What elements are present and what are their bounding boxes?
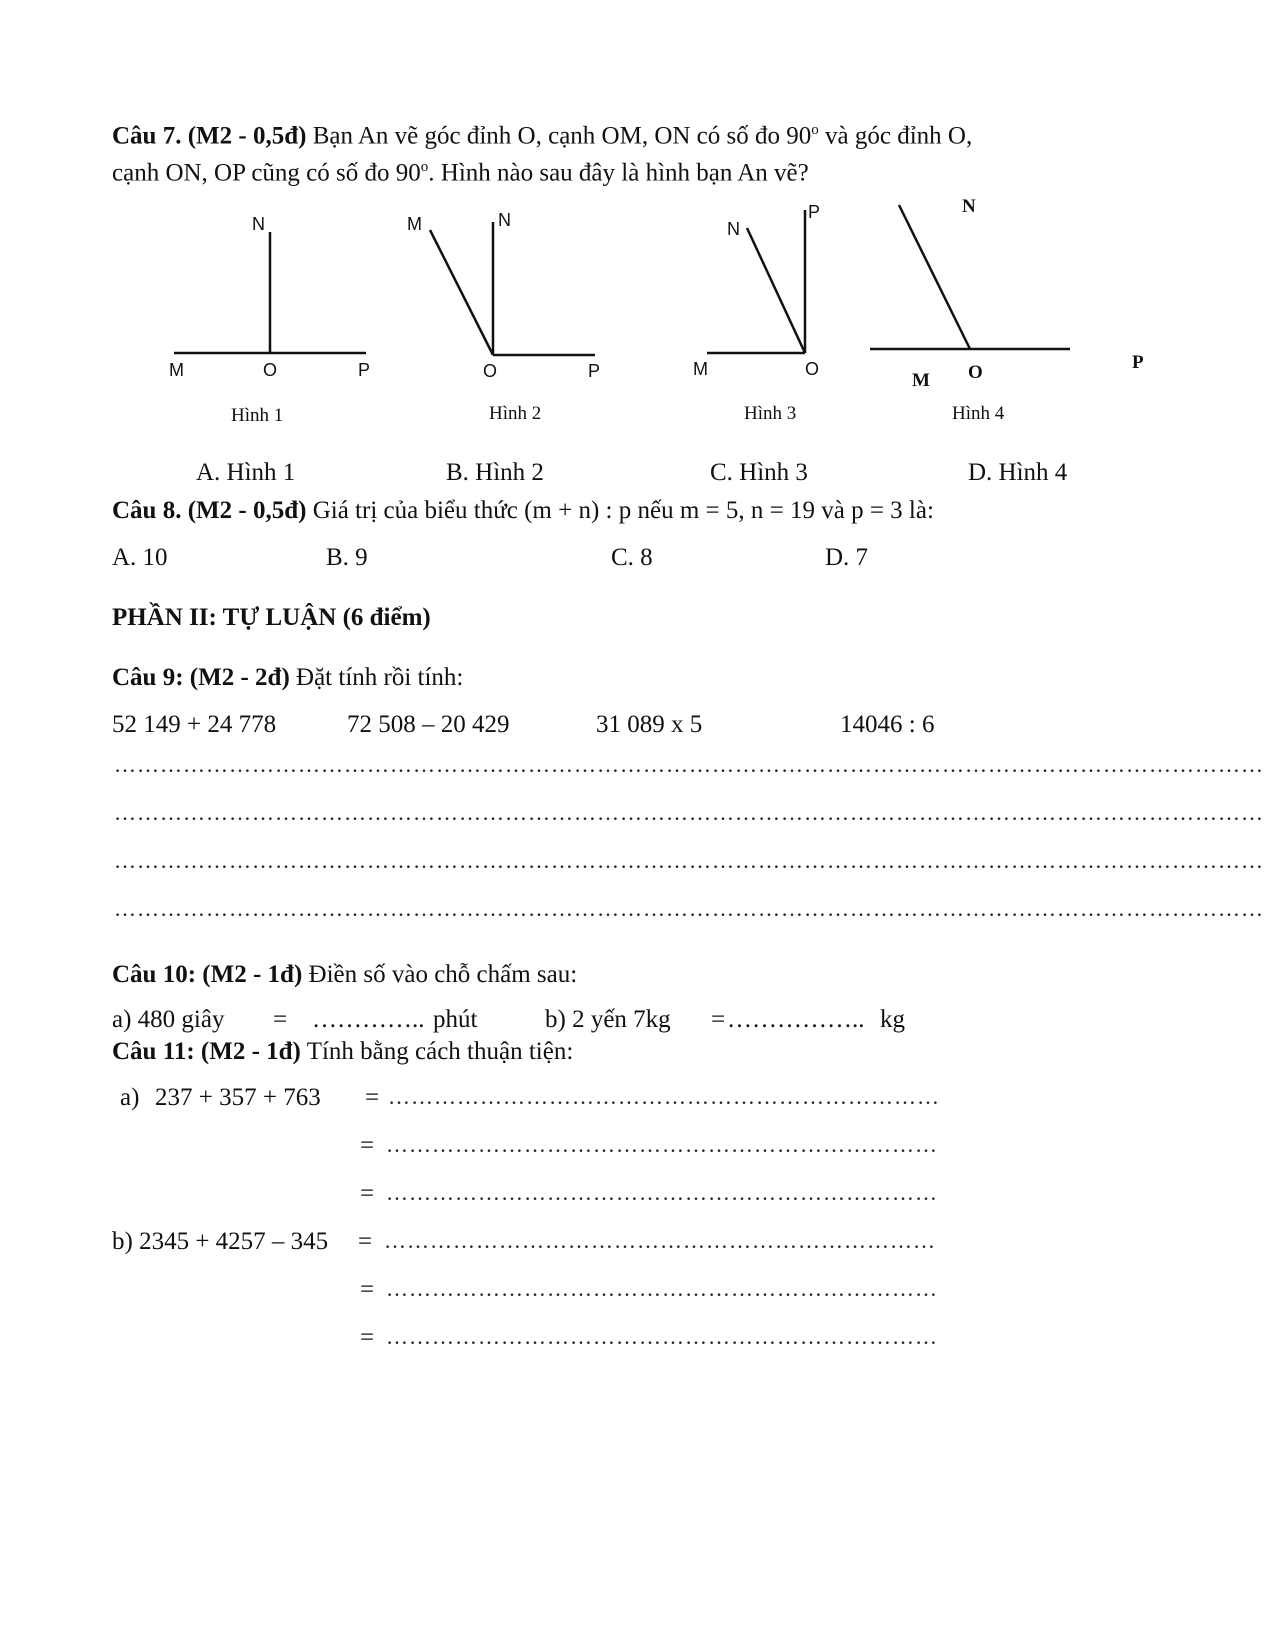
q10-a-eq: = [273,1006,288,1033]
q9-answer-line-2[interactable]: …………………………………………………………………………………………………………………………………… [114,800,1264,825]
fig4-ray-on [899,205,970,349]
q9-answer-line-1[interactable]: …………………………………………………………………………………………………………………………………… [114,752,1264,777]
q9-expr-2: 72 508 – 20 429 [347,711,510,738]
q8-label: Câu 8. [112,497,182,524]
fig3-label-m: M [693,359,708,379]
fig3-label-n: N [727,219,740,239]
q9-meta: (M2 - 2đ) [189,664,290,691]
q11-b-expr: b) 2345 + 4257 – 345 [112,1228,329,1255]
q11-a-line-2[interactable]: ……………………………………………………………… [386,1132,938,1157]
q7-deg-2: o [420,159,429,175]
q9-expr-1: 52 149 + 24 778 [112,711,277,738]
q10-a-blank[interactable]: ………….. [312,1006,425,1033]
q8-meta: (M2 - 0,5đ) [187,497,307,524]
q9-text: Đặt tính rồi tính: [296,664,464,691]
q7-option-a[interactable]: A. Hình 1 [196,459,296,486]
fig4-label-o: O [968,362,983,383]
fig3-ray-on [747,228,805,353]
fig4-label-n: N [962,196,976,217]
q11-a-prefix: a) [120,1084,140,1111]
q7-line1-text: Bạn An vẽ góc đỉnh O, cạnh OM, ON có số đo 90 [312,122,812,150]
q10-meta: (M2 - 1đ) [202,961,303,988]
q11-a-eq-1: = [365,1084,380,1111]
q10-question [112,958,577,992]
q8-option-d[interactable]: D. 7 [825,544,869,571]
q8-option-b[interactable]: B. 9 [326,544,368,571]
fig4-caption: Hình 4 [952,403,1005,424]
fig2-ray-om [430,230,493,355]
q10-text: Điền số vào chỗ chấm sau: [308,961,578,988]
fig3-caption: Hình 3 [744,403,797,424]
q11-b-eq-3: = [360,1324,375,1351]
q10-b-left: b) 2 yến 7kg [545,1006,671,1033]
q11-label: Câu 11: [112,1038,195,1065]
part2-heading: PHẦN II: TỰ LUẬN (6 điểm) [112,604,431,631]
q7-line1-end: và góc đỉnh O, [825,122,973,150]
fig1-label-m: M [169,360,184,380]
q11-a-line-1[interactable]: ……………………………………………………………… [388,1084,940,1109]
fig4-label-m: M [912,370,930,391]
q7-meta: (M2 - 0,5đ) [187,122,307,150]
q11-b-line-2[interactable]: ……………………………………………………………… [386,1276,938,1301]
fig3-label-o: O [805,359,820,379]
q8-option-c[interactable]: C. 8 [611,544,653,571]
q11-b-line-1[interactable]: ……………………………………………………………… [384,1228,936,1253]
q10-b-unit: kg [880,1006,905,1033]
fig2-caption: Hình 2 [489,403,542,424]
q11-a-eq-3: = [360,1180,375,1207]
q10-label: Câu 10: [112,961,197,988]
fig2-label-p: P [588,361,601,381]
fig2-label-m: M [407,214,422,234]
q11-question [112,1035,573,1069]
q11-b-eq-1: = [358,1228,373,1255]
q7-line2-start: cạnh ON, OP cũng có số đo 90 [112,159,421,187]
q9-answer-line-3[interactable]: …………………………………………………………………………………………………………………………………… [114,848,1264,873]
q10-b-blank[interactable]: …………….. [727,1006,865,1033]
q11-a-expr: 237 + 357 + 763 [155,1084,321,1111]
q11-b-line-3[interactable]: ……………………………………………………………… [386,1324,938,1349]
q9-expr-4: 14046 : 6 [840,711,935,738]
q7-label: Câu 7. [112,122,182,150]
q11-a-line-3[interactable]: ……………………………………………………………… [386,1180,938,1205]
q9-expr-3: 31 089 x 5 [596,711,703,738]
q9-label: Câu 9: [112,664,184,691]
q7-figures [0,0,1275,440]
fig1-label-o: O [263,360,278,380]
fig3-label-p: P [808,202,821,222]
q7-deg-1: o [811,122,819,138]
fig1-label-n: N [252,214,265,234]
q10-a-left: a) 480 giây [112,1006,225,1033]
q8-option-a[interactable]: A. 10 [112,544,168,571]
q9-answer-line-4[interactable]: …………………………………………………………………………………………………………………………………… [114,896,1264,921]
q10-a-unit: phút [433,1006,478,1033]
q10-b-eq: = [711,1006,726,1033]
q11-text: Tính bằng cách thuận tiện: [306,1038,574,1065]
fig2-label-o: O [483,361,498,381]
q9-question [112,661,463,695]
fig1-caption: Hình 1 [231,405,284,426]
q7-line2-end: . Hình nào sau đây là hình bạn An vẽ? [428,159,809,187]
q11-a-eq-2: = [360,1132,375,1159]
fig2-label-n: N [498,210,511,230]
q8-question [112,494,934,528]
q7-option-b[interactable]: B. Hình 2 [446,459,544,486]
fig4-label-p: P [1132,352,1144,373]
q7-option-d[interactable]: D. Hình 4 [968,459,1068,486]
q11-meta: (M2 - 1đ) [200,1038,301,1065]
q7-option-c[interactable]: C. Hình 3 [710,459,808,486]
q8-text: Giá trị của biểu thức (m + n) : p nếu m = 5, n = 19 và p = 3 là: [312,497,934,524]
q11-b-eq-2: = [360,1276,375,1303]
fig1-label-p: P [358,360,371,380]
